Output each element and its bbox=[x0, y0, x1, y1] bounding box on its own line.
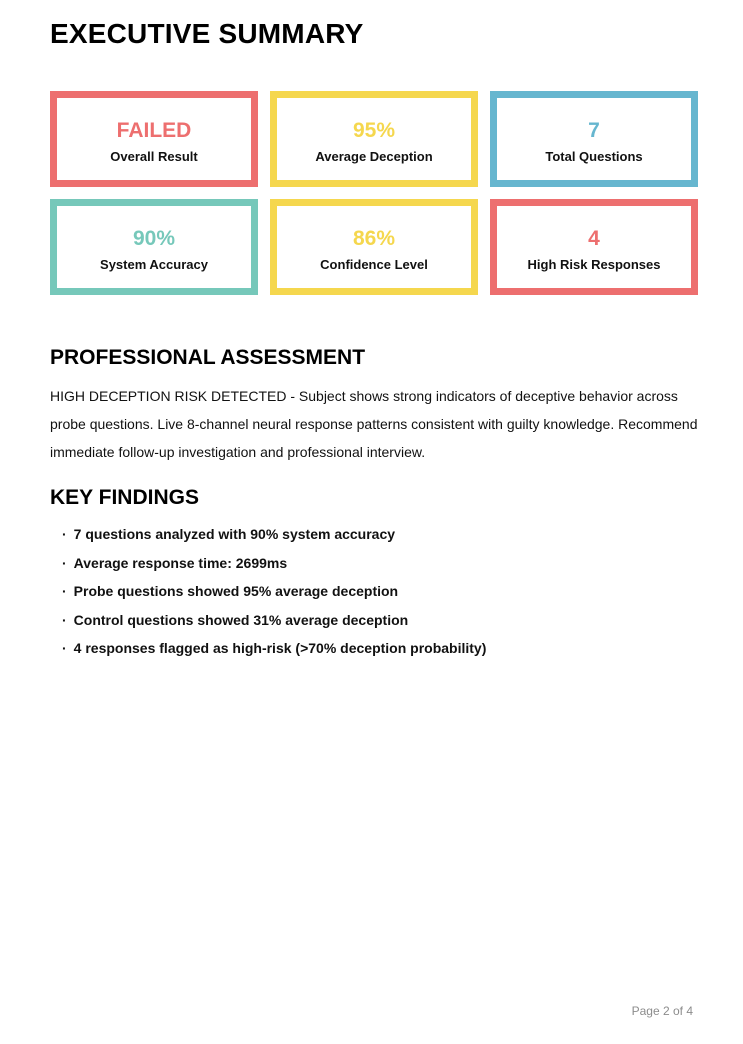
stat-label: Average Deception bbox=[315, 149, 433, 164]
stat-value: FAILED bbox=[116, 119, 192, 142]
finding-item: · 7 questions analyzed with 90% system accuracy bbox=[62, 526, 697, 542]
page-title: EXECUTIVE SUMMARY bbox=[50, 18, 364, 49]
stat-label: Overall Result bbox=[110, 149, 198, 164]
findings-list bbox=[50, 526, 697, 656]
finding-item: · Probe questions showed 95% average deception bbox=[62, 583, 697, 599]
finding-item: · 4 responses flagged as high-risk (>70% deception probability) bbox=[62, 640, 697, 656]
stat-label: System Accuracy bbox=[100, 257, 208, 272]
stat-value: 7 bbox=[588, 119, 600, 142]
stat-value: 90% bbox=[132, 227, 176, 250]
stat-label: Total Questions bbox=[545, 149, 643, 164]
stat-card-overall-result bbox=[50, 91, 258, 187]
stat-card-high-risk-responses bbox=[490, 199, 698, 295]
stat-card-average-deception bbox=[270, 91, 478, 187]
stat-label: High Risk Responses bbox=[527, 257, 661, 272]
page-number: Page 2 of 4 bbox=[631, 1004, 693, 1018]
stat-card-confidence-level bbox=[270, 199, 478, 295]
stat-card-total-questions bbox=[490, 91, 698, 187]
finding-item: · Average response time: 2699ms bbox=[62, 555, 697, 571]
stat-label: Confidence Level bbox=[320, 257, 428, 272]
stat-value: 86% bbox=[352, 227, 396, 250]
assessment-heading: PROFESSIONAL ASSESSMENT bbox=[50, 346, 366, 369]
finding-item: · Control questions showed 31% average deception bbox=[62, 612, 697, 628]
stat-card-system-accuracy bbox=[50, 199, 258, 295]
findings-heading: KEY FINDINGS bbox=[50, 486, 199, 509]
stat-value: 4 bbox=[588, 227, 600, 250]
stat-value: 95% bbox=[352, 119, 396, 142]
summary-stat-grid bbox=[50, 91, 698, 295]
assessment-body: HIGH DECEPTION RISK DETECTED - Subject shows strong indicators of deceptive behavior across probe questions. Live 8-channel neural response patterns consistent with guilty knowledge. Recommend immediate follow-up investigation and professional interview. bbox=[50, 388, 698, 460]
